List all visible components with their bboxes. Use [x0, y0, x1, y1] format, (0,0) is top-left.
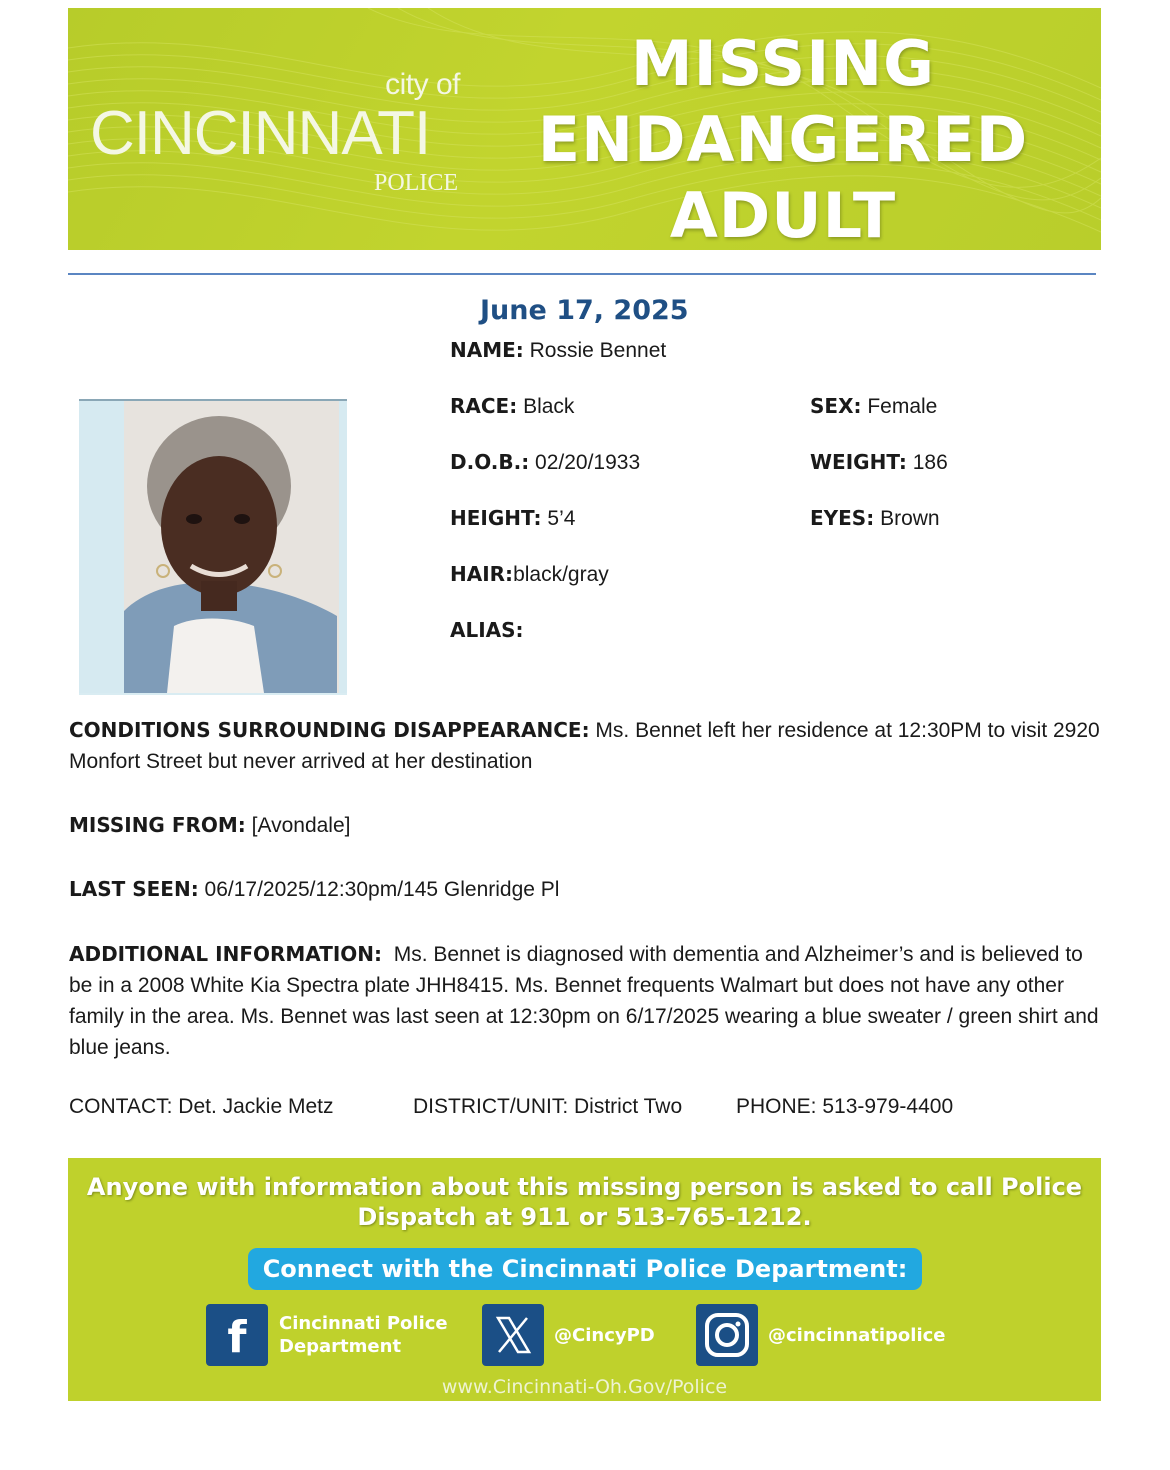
detail-eyes [810, 506, 940, 531]
weight-label: WEIGHT: [810, 450, 907, 474]
missing-from-label: MISSING FROM: [69, 813, 246, 837]
hair-label: HAIR: [450, 562, 514, 586]
svg-text:f: f [227, 1312, 247, 1363]
headline-line-3: ADULT [669, 179, 897, 250]
city-police-logo [90, 68, 460, 218]
missing-from-paragraph [69, 810, 1109, 841]
detail-hair [450, 562, 609, 587]
additional-info-label: ADDITIONAL INFORMATION: [69, 942, 383, 966]
dob-label: D.O.B.: [450, 450, 530, 474]
facebook-icon[interactable] [206, 1304, 268, 1366]
sex-value: Female [867, 395, 938, 418]
logo-department: POLICE [374, 170, 458, 196]
race-label: RACE: [450, 394, 518, 418]
missing-person-photo [79, 399, 347, 695]
header-banner [68, 8, 1101, 250]
last-seen-text: 06/17/2025/12:30pm/145 Glenridge Pl [204, 878, 560, 901]
headline-line-2: ENDANGERED [537, 103, 1029, 176]
headline-line-1: MISSING [630, 27, 936, 100]
appeal-line-2: Dispatch at 911 or 513-765-1212. [357, 1203, 812, 1231]
contact-district: DISTRICT/UNIT: District Two [413, 1095, 683, 1118]
height-label: HEIGHT: [450, 506, 542, 530]
x-handle[interactable]: @CincyPD [554, 1325, 655, 1346]
eyes-label: EYES: [810, 506, 875, 530]
appeal-line-1: Anyone with information about this missing person is asked to call Police [86, 1173, 1083, 1201]
appeal-text [78, 1172, 1091, 1232]
footer-banner [68, 1158, 1101, 1401]
detail-height [450, 506, 575, 531]
logo-city-name: CINCINNATI [90, 99, 431, 168]
last-seen-label: LAST SEEN: [69, 877, 199, 901]
conditions-label: CONDITIONS SURROUNDING DISAPPEARANCE: [69, 718, 590, 742]
detail-sex [810, 394, 937, 419]
instagram-handle[interactable]: @cincinnatipolice [768, 1325, 946, 1346]
website-link[interactable]: www.Cincinnati-Oh.Gov/Police [441, 1376, 728, 1398]
race-value: Black [523, 395, 575, 418]
detail-dob [450, 450, 640, 475]
x-icon[interactable] [482, 1304, 544, 1366]
detail-name [450, 338, 666, 363]
instagram-icon[interactable] [696, 1304, 758, 1366]
facebook-line-1: Cincinnati Police [279, 1313, 448, 1334]
name-label: NAME: [450, 338, 524, 362]
connect-banner: Connect with the Cincinnati Police Department: [248, 1248, 922, 1290]
portrait-illustration [79, 401, 347, 693]
hair-value: black/gray [513, 563, 609, 586]
facebook-link[interactable] [279, 1312, 448, 1358]
name-value: Rossie Bennet [529, 339, 667, 362]
bulletin-date: June 17, 2025 [480, 295, 689, 326]
sex-label: SEX: [810, 394, 862, 418]
contact-phone: PHONE: 513-979-4400 [736, 1095, 954, 1118]
eyes-value: Brown [880, 507, 940, 530]
conditions-text: Ms. Bennet left her residence at 12:30PM to visit 2920 Monfort Street but never arrived at her destination [69, 719, 1100, 773]
contact-person: CONTACT: Det. Jackie Metz [69, 1095, 334, 1118]
missing-from-text: [Avondale] [251, 814, 351, 837]
weight-value: 186 [912, 451, 948, 474]
divider-line [68, 273, 1096, 275]
additional-info-text: Ms. Bennet is diagnosed with dementia and Alzheimer’s and is believed to be in a 2008 White Kia Spectra plate JHH8415. Ms. Bennet frequents Walmart but does not have any other family in the area. Ms. Bennet was last seen at 12:30pm on 6/17/2025 wearing a blue sweater / green shirt and blue jeans. [69, 943, 1099, 1059]
height-value: 5’4 [547, 507, 576, 530]
alert-headline [518, 26, 1048, 250]
logo-city-of: city of [385, 68, 460, 101]
alias-label: ALIAS: [450, 618, 524, 642]
last-seen-paragraph [69, 874, 1109, 905]
facebook-line-2: Department [279, 1336, 402, 1357]
detail-race [450, 394, 574, 419]
detail-alias [450, 618, 524, 643]
detail-weight [810, 450, 948, 475]
additional-info-paragraph [69, 939, 1099, 1063]
dob-value: 02/20/1933 [535, 451, 641, 474]
conditions-paragraph [69, 715, 1109, 777]
